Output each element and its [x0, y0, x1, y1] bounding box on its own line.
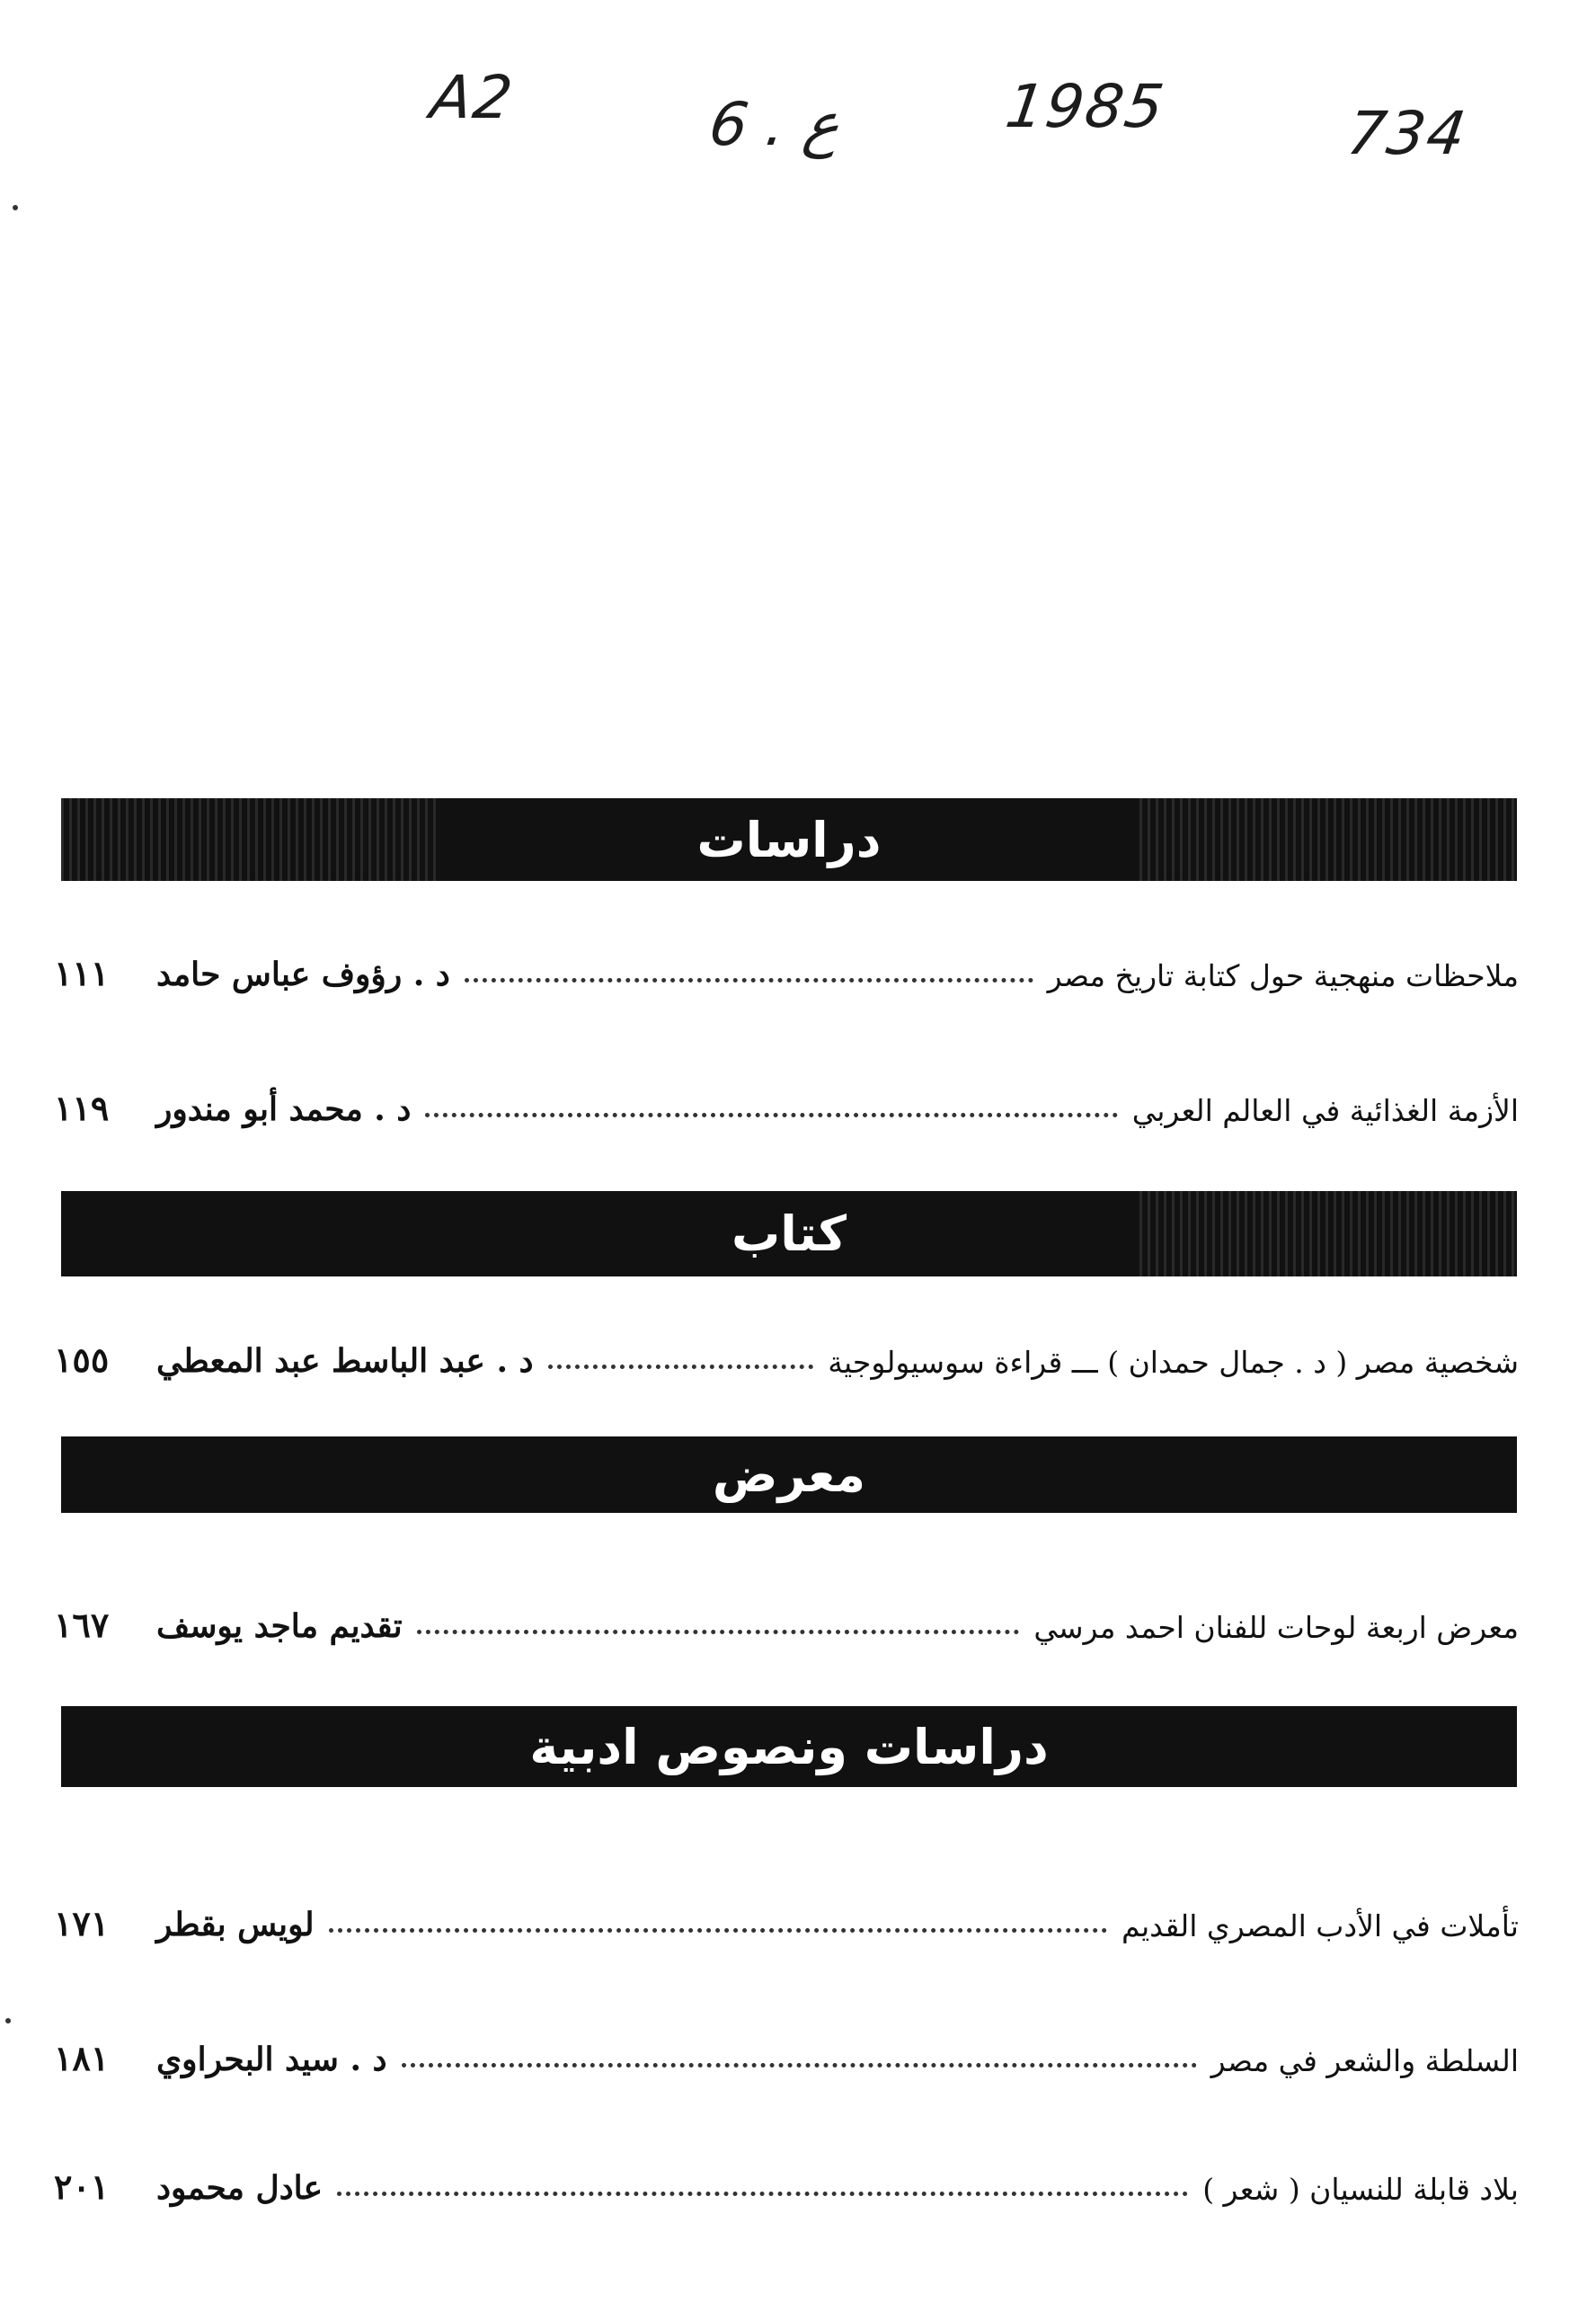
entry-author: د . رؤوف عباس حامد	[156, 956, 450, 993]
section-banner-book	[61, 1191, 1517, 1276]
entry-author: لويس بقطر	[156, 1906, 315, 1943]
toc-entry[interactable]	[54, 930, 1519, 993]
entry-author: د . سيد البحراوي	[156, 2041, 387, 2078]
toc-entry[interactable]	[54, 2144, 1519, 2207]
entry-page-number: ١١١	[54, 953, 110, 993]
toc-entry[interactable]	[54, 1317, 1519, 1380]
dot-leader	[329, 1928, 1107, 1933]
entry-page-number: ١٨١	[54, 2038, 110, 2078]
section-banner-literary	[61, 1706, 1517, 1787]
entry-author: عادل محمود	[156, 2169, 324, 2207]
dot-leader	[465, 978, 1033, 983]
section-heading: كتاب	[732, 1205, 847, 1262]
entry-title: السلطة والشعر في مصر	[1210, 2043, 1519, 2078]
entry-page-number: ١٥٥	[54, 1339, 110, 1380]
entry-title: معرض اربعة لوحات للفنان احمد مرسي	[1033, 1610, 1519, 1645]
entry-page-number: ١١٩	[54, 1088, 110, 1128]
toc-entry[interactable]	[54, 1065, 1519, 1128]
dot-leader	[417, 1630, 1020, 1634]
entry-page-number: ٢٠١	[54, 2166, 110, 2207]
handwritten-note-year: 1985	[1001, 72, 1170, 141]
handwritten-note-ref: A2	[426, 63, 519, 132]
entry-title: تأملات في الأدب المصري القديم	[1121, 1908, 1519, 1943]
dot-leader	[402, 2063, 1197, 2068]
dot-leader	[548, 1365, 814, 1369]
entry-author: د . محمد أبو مندور	[156, 1090, 412, 1128]
section-banner-exhibition	[61, 1436, 1517, 1513]
toc-entry[interactable]	[54, 1582, 1519, 1645]
dot-leader	[337, 2192, 1188, 2196]
handwritten-note-number: 734	[1343, 99, 1472, 168]
toc-entry[interactable]	[54, 2015, 1519, 2078]
scan-speck	[5, 2018, 11, 2023]
section-heading: دراسات	[696, 811, 882, 868]
section-banner-studies	[61, 798, 1517, 881]
entry-title: شخصية مصر ( د . جمال حمدان ) ـــ قراءة سوسيولوجية	[828, 1345, 1519, 1380]
handwritten-note-issue: 6 . ع	[705, 90, 845, 159]
section-heading: دراسات ونصوص ادبية	[529, 1718, 1049, 1775]
entry-title: الأزمة الغذائية في العالم العربي	[1131, 1093, 1519, 1128]
entry-author: تقديم ماجد يوسف	[156, 1607, 403, 1645]
section-heading: معرض	[712, 1446, 866, 1503]
scan-speck	[13, 205, 18, 210]
dot-leader	[425, 1113, 1117, 1117]
entry-title: ملاحظات منهجية حول كتابة تاريخ مصر	[1047, 958, 1519, 993]
entry-page-number: ١٦٧	[54, 1605, 110, 1645]
entry-page-number: ١٧١	[54, 1903, 110, 1943]
entry-author: د . عبد الباسط عبد المعطي	[156, 1342, 534, 1380]
toc-entry[interactable]	[54, 1881, 1519, 1943]
entry-title: بلاد قابلة للنسيان ( شعر )	[1202, 2172, 1519, 2207]
